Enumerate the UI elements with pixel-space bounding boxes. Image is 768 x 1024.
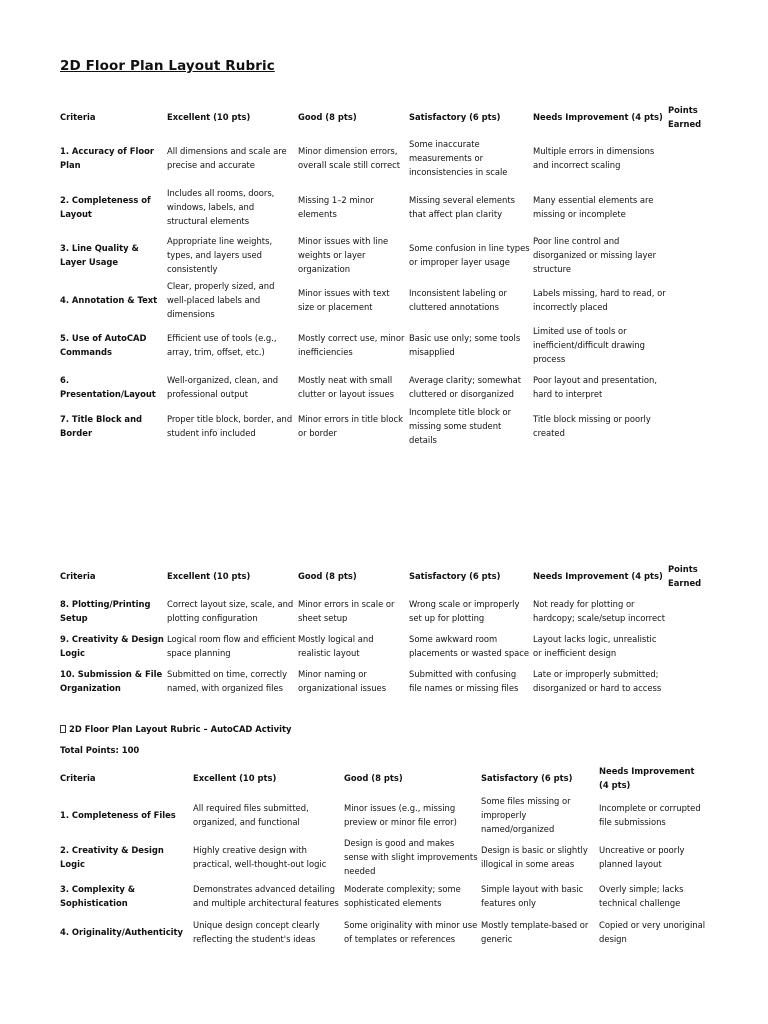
header-good: Good (8 pts) xyxy=(298,571,357,581)
good-cell: Minor dimension errors, overall scale still correct xyxy=(298,146,400,170)
satisfactory-cell: Wrong scale or improperly set up for plotting xyxy=(409,599,520,623)
excellent-cell: Correct layout size, scale, and plotting configuration xyxy=(167,599,294,623)
points-earned-cell xyxy=(668,279,710,321)
header-good: Good (8 pts) xyxy=(344,773,403,783)
header-needs-improvement: Needs Improvement (4 pts) xyxy=(599,766,695,790)
good-cell: Mostly correct use, minor inefficiencies xyxy=(298,333,405,357)
rubric-table-1 xyxy=(60,100,710,447)
needs-improvement-cell: Late or improperly submitted; disorganized or hard to access xyxy=(533,669,662,693)
satisfactory-cell: Submitted with confusing file names or missing files xyxy=(409,669,519,693)
excellent-cell: Demonstrates advanced detailing and multiple architectural features xyxy=(193,884,339,908)
excellent-cell: Proper title block, border, and student info included xyxy=(167,414,293,438)
points-earned-cell xyxy=(668,663,710,699)
points-earned-cell xyxy=(668,629,710,663)
header-criteria: Criteria xyxy=(60,571,96,581)
excellent-cell: Unique design concept clearly reflecting the student's ideas xyxy=(193,920,320,944)
table-row xyxy=(60,836,708,878)
criteria-cell: 3. Line Quality & Layer Usage xyxy=(60,243,139,267)
satisfactory-cell: Design is basic or slightly illogical in some areas xyxy=(481,845,588,869)
satisfactory-cell: Simple layout with basic features only xyxy=(481,884,584,908)
criteria-cell: 6. Presentation/Layout xyxy=(60,375,156,399)
good-cell: Mostly neat with small clutter or layout issues xyxy=(298,375,394,399)
table-row xyxy=(60,369,710,405)
criteria-cell: 8. Plotting/Printing Setup xyxy=(60,599,151,623)
header-satisfactory: Satisfactory (6 pts) xyxy=(409,571,501,581)
needs-improvement-cell: Overly simple; lacks technical challenge xyxy=(599,884,684,908)
criteria-cell: 1. Completeness of Files xyxy=(60,810,176,820)
satisfactory-cell: Some files missing or improperly named/organized xyxy=(481,796,571,834)
needs-improvement-cell: Layout lacks logic, unrealistic or inefficient design xyxy=(533,634,657,658)
needs-improvement-cell: Multiple errors in dimensions and incorrect scaling xyxy=(533,146,655,170)
satisfactory-cell: Incomplete title block or missing some student details xyxy=(409,407,512,445)
table-header-row xyxy=(60,559,710,593)
good-cell: Moderate complexity; some sophisticated elements xyxy=(344,884,461,908)
excellent-cell: Clear, properly sized, and well-placed labels and dimensions xyxy=(167,281,275,319)
points-earned-cell xyxy=(668,593,710,629)
good-cell: Design is good and makes sense with slight improvements needed xyxy=(344,838,478,876)
criteria-cell: 2. Creativity & Design Logic xyxy=(60,845,164,869)
excellent-cell: Highly creative design with practical, well-thought-out logic xyxy=(193,845,327,869)
table-header-row xyxy=(60,762,708,794)
header-good: Good (8 pts) xyxy=(298,112,357,122)
good-cell: Mostly logical and realistic layout xyxy=(298,634,374,658)
needs-improvement-cell: Copied or very unoriginal design xyxy=(599,920,706,944)
excellent-cell: Well-organized, clean, and professional output xyxy=(167,375,279,399)
good-cell: Some originality with minor use of templates or references xyxy=(344,920,478,944)
points-earned-cell xyxy=(668,321,710,369)
criteria-cell: 9. Creativity & Design Logic xyxy=(60,634,164,658)
needs-improvement-cell: Labels missing, hard to read, or incorrectly placed xyxy=(533,288,666,312)
header-needs-improvement: Needs Improvement (4 pts) xyxy=(533,112,663,122)
table-row xyxy=(60,279,710,321)
table-row xyxy=(60,794,708,836)
needs-improvement-cell: Limited use of tools or inefficient/difficult drawing process xyxy=(533,326,645,364)
satisfactory-cell: Average clarity; somewhat cluttered or disorganized xyxy=(409,375,521,399)
excellent-cell: All dimensions and scale are precise and accurate xyxy=(167,146,287,170)
satisfactory-cell: Inconsistent labeling or cluttered annotations xyxy=(409,288,507,312)
table-row xyxy=(60,182,710,231)
criteria-cell: 4. Originality/Authenticity xyxy=(60,927,184,937)
criteria-cell: 1. Accuracy of Floor Plan xyxy=(60,146,154,170)
activity-heading xyxy=(60,722,291,736)
points-earned-cell xyxy=(668,134,710,182)
needs-improvement-cell: Uncreative or poorly planned layout xyxy=(599,845,685,869)
excellent-cell: All required files submitted, organized, and functional xyxy=(193,803,309,827)
excellent-cell: Logical room flow and efficient space planning xyxy=(167,634,296,658)
header-criteria: Criteria xyxy=(60,773,96,783)
header-satisfactory: Satisfactory (6 pts) xyxy=(481,773,573,783)
points-earned-cell xyxy=(668,182,710,231)
points-earned-cell xyxy=(668,231,710,279)
table-header-row xyxy=(60,100,710,134)
points-earned-cell xyxy=(668,405,710,447)
satisfactory-cell: Mostly template-based or generic xyxy=(481,920,589,944)
criteria-cell: 10. Submission & File Organization xyxy=(60,669,163,693)
excellent-cell: Submitted on time, correctly named, with organized files xyxy=(167,669,288,693)
table-row xyxy=(60,593,710,629)
good-cell: Minor errors in title block or border xyxy=(298,414,403,438)
table-row xyxy=(60,914,708,950)
criteria-cell: 2. Completeness of Layout xyxy=(60,194,151,219)
header-excellent: Excellent (10 pts) xyxy=(167,571,251,581)
satisfactory-cell: Some inaccurate measurements or inconsistencies in scale xyxy=(409,139,508,177)
criteria-cell: 7. Title Block and Border xyxy=(60,414,143,438)
good-cell: Minor issues with line weights or layer organization xyxy=(298,236,389,274)
table-row xyxy=(60,663,710,699)
good-cell: Minor issues with text size or placement xyxy=(298,288,390,312)
good-cell: Minor issues (e.g., missing preview or minor file error) xyxy=(344,803,457,827)
rubric-table-3 xyxy=(60,762,708,950)
table-row xyxy=(60,405,710,447)
criteria-cell: 4. Annotation & Text xyxy=(60,295,158,305)
needs-improvement-cell: Incomplete or corrupted file submissions xyxy=(599,803,701,827)
activity-heading-text: 2D Floor Plan Layout Rubric – AutoCAD Activity xyxy=(69,724,292,734)
table-row xyxy=(60,629,710,663)
needs-improvement-cell: Title block missing or poorly created xyxy=(533,414,651,438)
good-cell: Minor errors in scale or sheet setup xyxy=(298,599,395,623)
missing-glyph-icon xyxy=(60,725,66,733)
satisfactory-cell: Basic use only; some tools misapplied xyxy=(409,333,521,357)
header-points-earned: Points Earned xyxy=(668,564,702,588)
table-row xyxy=(60,134,710,182)
criteria-cell: 5. Use of AutoCAD Commands xyxy=(60,333,147,357)
satisfactory-cell: Some confusion in line types or improper layer usage xyxy=(409,243,530,267)
needs-improvement-cell: Poor line control and disorganized or missing layer structure xyxy=(533,236,657,274)
points-earned-cell xyxy=(668,369,710,405)
header-needs-improvement: Needs Improvement (4 pts) xyxy=(533,571,663,581)
needs-improvement-cell: Poor layout and presentation, hard to interpret xyxy=(533,375,657,399)
total-points: Total Points: 100 xyxy=(60,745,140,755)
excellent-cell: Efficient use of tools (e.g., array, trim, offset, etc.) xyxy=(167,333,277,357)
excellent-cell: Includes all rooms, doors, windows, labels, and structural elements xyxy=(167,187,275,226)
header-satisfactory: Satisfactory (6 pts) xyxy=(409,112,501,122)
satisfactory-cell: Some awkward room placements or wasted space xyxy=(409,634,530,658)
good-cell: Minor naming or organizational issues xyxy=(298,669,387,693)
needs-improvement-cell: Many essential elements are missing or incomplete xyxy=(533,194,654,219)
satisfactory-cell: Missing several elements that affect plan clarity xyxy=(409,194,515,219)
criteria-cell: 3. Complexity & Sophistication xyxy=(60,884,136,908)
table-row xyxy=(60,321,710,369)
header-excellent: Excellent (10 pts) xyxy=(167,112,251,122)
good-cell: Missing 1–2 minor elements xyxy=(298,194,374,219)
header-points-earned: Points Earned xyxy=(668,105,702,129)
header-excellent: Excellent (10 pts) xyxy=(193,773,277,783)
needs-improvement-cell: Not ready for plotting or hardcopy; scale/setup incorrect xyxy=(533,599,665,623)
document-title: 2D Floor Plan Layout Rubric xyxy=(60,58,275,74)
excellent-cell: Appropriate line weights, types, and layers used consistently xyxy=(167,236,273,274)
table-row xyxy=(60,878,708,914)
header-criteria: Criteria xyxy=(60,112,96,122)
table-row xyxy=(60,231,710,279)
rubric-table-2 xyxy=(60,559,710,699)
